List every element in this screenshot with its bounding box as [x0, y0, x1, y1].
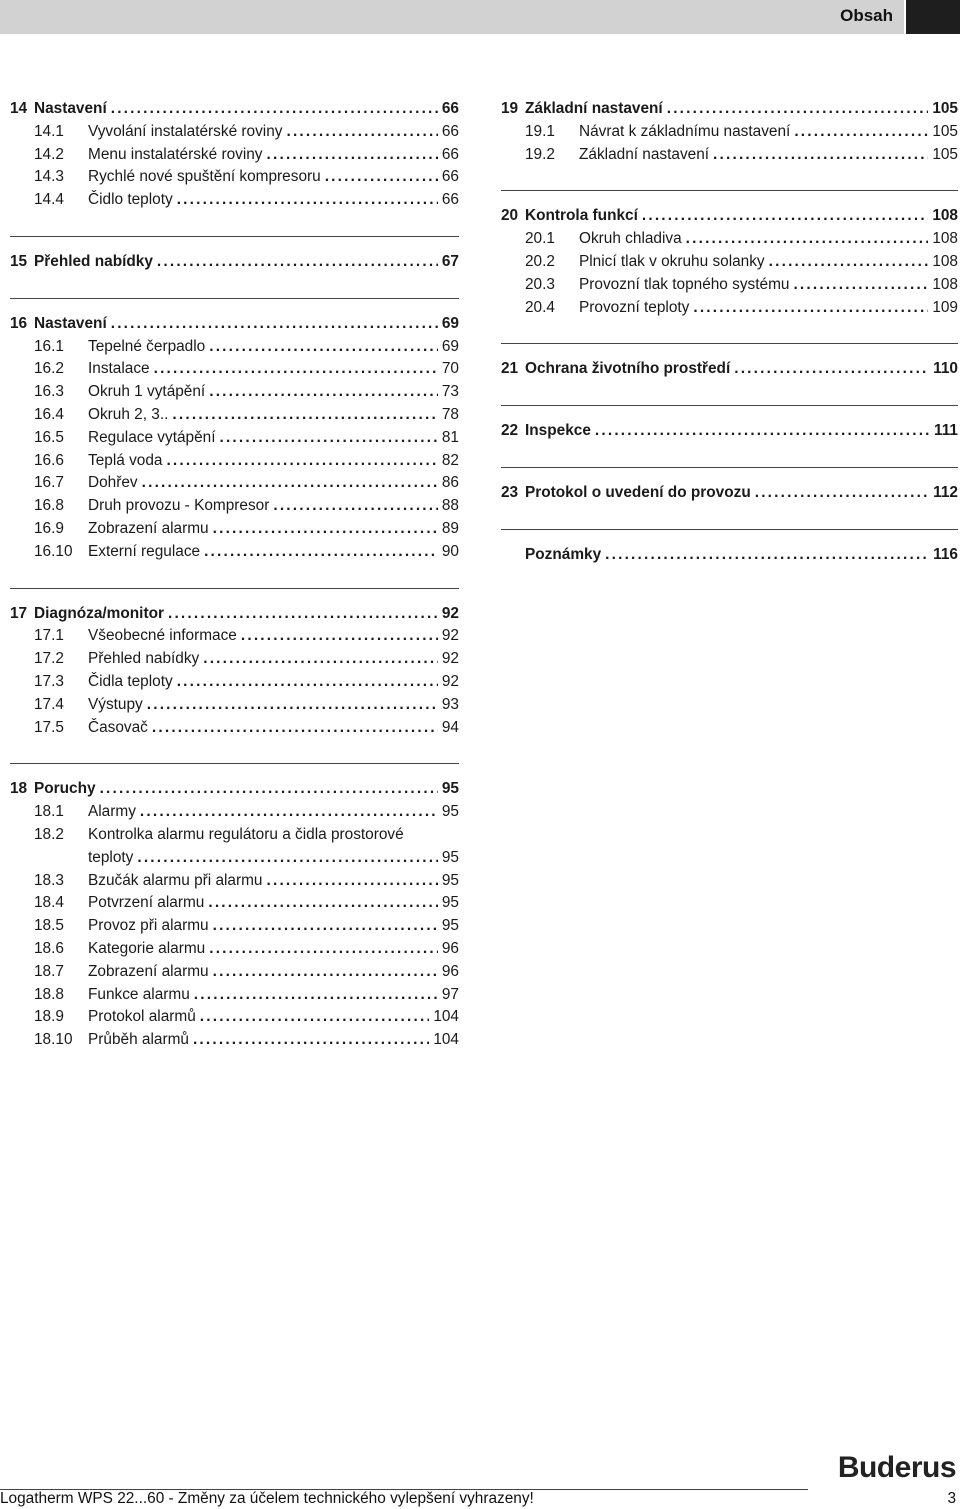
toc-number: 14.4: [34, 191, 64, 209]
page-number: 3: [947, 1490, 956, 1507]
toc-title: Návrat k základnímu nastavení: [579, 122, 791, 140]
toc-subsection-row[interactable]: [501, 251, 958, 274]
toc-chapter-row[interactable]: [501, 358, 958, 381]
toc-page-number: 97: [441, 985, 459, 1003]
toc-subsection-row[interactable]: [10, 961, 459, 984]
toc-subsection-row-cont[interactable]: [10, 847, 459, 870]
toc-leader-dots: [734, 358, 929, 381]
toc-title: Poruchy: [34, 780, 96, 798]
footer-text: Logatherm WPS 22...60 - Změny za účelem technického vylepšení vyhrazeny!: [0, 1490, 534, 1507]
toc-number: 16.9: [34, 519, 64, 537]
toc-title: Provozní teploty: [579, 298, 690, 316]
toc-leader-dots: [111, 98, 438, 121]
toc-leader-dots: [208, 892, 438, 915]
toc-title: Okruh 1 vytápění: [88, 383, 206, 401]
toc-page-number: 108: [932, 252, 958, 270]
toc-subsection-row[interactable]: [10, 824, 459, 847]
toc-title: Okruh chladiva: [579, 230, 682, 248]
toc-title: Regulace vytápění: [88, 428, 216, 446]
toc-number: 16.3: [34, 383, 64, 401]
toc-subsection-row[interactable]: [501, 121, 958, 144]
toc-number: 20.1: [525, 230, 555, 248]
toc-title: Plnicí tlak v okruhu solanky: [579, 252, 765, 270]
toc-leader-dots: [142, 472, 438, 495]
toc-title: Externí regulace: [88, 542, 201, 560]
toc-section: [10, 298, 459, 564]
toc-title: Základní nastavení: [579, 145, 710, 163]
toc-page-number: 95: [441, 780, 459, 798]
toc-number: 15: [10, 252, 28, 270]
toc-subsection-row[interactable]: [10, 189, 459, 212]
toc-leader-dots: [111, 313, 438, 336]
toc-title: Výstupy: [88, 695, 143, 713]
toc-number: 17.5: [34, 718, 64, 736]
toc-leader-dots: [595, 420, 930, 443]
toc-subsection-row[interactable]: [10, 1006, 459, 1029]
toc-leader-dots: [140, 801, 438, 824]
toc-page-number: 66: [441, 122, 459, 140]
toc-number: 17.3: [34, 672, 64, 690]
toc-page-number: 92: [441, 627, 459, 645]
toc-number: 16.10: [34, 542, 73, 560]
toc-chapter-row[interactable]: [501, 98, 958, 121]
toc-page-number: 105: [932, 100, 958, 117]
toc-page-number: 70: [441, 360, 459, 378]
toc-title: Časovač: [88, 718, 148, 736]
toc-title: Teplá voda: [88, 451, 163, 469]
toc-section: [501, 529, 958, 567]
toc-title: Čidlo teploty: [88, 191, 173, 209]
toc-column-right: [501, 98, 958, 567]
toc-leader-dots: [157, 251, 438, 274]
toc-page-number: 104: [433, 1031, 459, 1049]
toc-title: Alarmy: [88, 803, 136, 821]
toc-title: Vyvolání instalatérské roviny: [88, 122, 283, 140]
toc-number: 16.7: [34, 474, 64, 492]
toc-page-number: 69: [441, 314, 459, 332]
toc-number: 18.5: [34, 917, 64, 935]
toc-leader-dots: [213, 961, 438, 984]
toc-leader-dots: [693, 297, 928, 320]
toc-page-number: 95: [441, 803, 459, 821]
toc-leader-dots: [172, 404, 437, 427]
toc-title: Inspekce: [525, 422, 591, 440]
toc-subsection-row[interactable]: [10, 541, 459, 564]
toc-subsection-row[interactable]: [10, 495, 459, 518]
toc-number: 17: [10, 604, 28, 622]
toc-number: 18.6: [34, 939, 64, 957]
toc-number: 22: [501, 422, 519, 440]
toc-leader-dots: [286, 121, 437, 144]
toc-page-number: 92: [441, 672, 459, 690]
toc-title: Tepelné čerpadlo: [88, 337, 206, 355]
toc-leader-dots: [177, 189, 438, 212]
toc-subsection-row[interactable]: [10, 938, 459, 961]
toc-leader-dots: [755, 482, 929, 505]
toc-title: Provoz při alarmu: [88, 917, 209, 935]
toc-subsection-row[interactable]: [10, 892, 459, 915]
toc-number: 18.3: [34, 871, 64, 889]
header-band: [0, 0, 904, 34]
toc-page-number: 92: [441, 604, 459, 622]
toc-title: Rychlé nové spuštění kompresoru: [88, 168, 321, 186]
toc-leader-dots: [204, 541, 438, 564]
toc-chapter-row[interactable]: [501, 205, 958, 228]
toc-chapter-row[interactable]: [10, 98, 459, 121]
toc-title: Dohřev: [88, 474, 138, 492]
toc-title: Instalace: [88, 360, 150, 378]
toc-title: Průběh alarmů: [88, 1031, 189, 1049]
toc-number: 18.2: [34, 825, 64, 843]
toc-page-number: 95: [441, 848, 459, 866]
toc-page-number: 66: [441, 145, 459, 163]
toc-number: 16.2: [34, 360, 64, 378]
toc-number: 17.4: [34, 695, 64, 713]
toc-chapter-row[interactable]: [10, 778, 459, 801]
toc-page-number: 95: [441, 894, 459, 912]
toc-leader-dots: [794, 121, 928, 144]
toc-section: [501, 343, 958, 381]
toc-page-number: 81: [441, 428, 459, 446]
toc-title: Funkce alarmu: [88, 985, 190, 1003]
toc-leader-dots: [209, 938, 438, 961]
toc-number: 17.2: [34, 650, 64, 668]
toc-number: 16.5: [34, 428, 64, 446]
toc-title: Menu instalatérské roviny: [88, 145, 263, 163]
toc-page-number: 88: [441, 497, 459, 515]
toc-number: 19: [501, 100, 519, 117]
toc-subsection-row[interactable]: [10, 144, 459, 167]
toc-page-number: 66: [441, 100, 459, 117]
toc-page-number: 105: [932, 122, 958, 140]
toc-page-number: 109: [932, 298, 958, 316]
toc-title: Zobrazení alarmu: [88, 519, 209, 537]
toc-title: Druh provozu - Kompresor: [88, 497, 270, 515]
toc-chapter-row[interactable]: [10, 603, 459, 626]
toc-page-number: 66: [441, 168, 459, 186]
toc-number: 23: [501, 483, 519, 501]
toc-page-number: 67: [441, 252, 459, 270]
toc-subsection-row[interactable]: [10, 381, 459, 404]
toc-leader-dots: [325, 166, 438, 189]
toc-leader-dots: [793, 274, 928, 297]
toc-subsection-row[interactable]: [10, 648, 459, 671]
toc-number: 16.6: [34, 451, 64, 469]
toc-number: 16.8: [34, 497, 64, 515]
toc-subsection-row[interactable]: [10, 166, 459, 189]
toc-leader-dots: [200, 1006, 430, 1029]
toc-title: Protokol o uvedení do provozu: [525, 483, 751, 501]
toc-subsection-row[interactable]: [10, 121, 459, 144]
toc-number: 20.3: [525, 275, 555, 293]
toc-number: 18.7: [34, 962, 64, 980]
toc-page-number: 96: [441, 939, 459, 957]
toc-title: Nastavení: [34, 314, 107, 332]
toc-page-number: 93: [441, 695, 459, 713]
buderus-logo: Buderus: [837, 1451, 956, 1484]
page-header: [0, 0, 960, 34]
toc-section: [10, 588, 459, 740]
toc-leader-dots: [154, 358, 438, 381]
toc-title: Čidla teploty: [88, 672, 173, 690]
toc-leader-dots: [168, 603, 438, 626]
toc-subsection-row[interactable]: [501, 297, 958, 320]
toc-title: Diagnóza/monitor: [34, 604, 164, 622]
toc-section: [501, 467, 958, 505]
toc-number: 18.1: [34, 803, 64, 821]
toc-leader-dots: [769, 251, 929, 274]
toc-title: Protokol alarmů: [88, 1008, 196, 1026]
toc-page-number: 105: [932, 145, 958, 163]
toc-subsection-row[interactable]: [10, 717, 459, 740]
toc-page-number: 108: [932, 207, 958, 225]
toc-page-number: 95: [441, 917, 459, 935]
toc-page-number: 110: [933, 360, 958, 378]
toc-page-number: 108: [932, 275, 958, 293]
toc-title: teploty: [88, 848, 134, 866]
toc-page-number: 89: [441, 519, 459, 537]
toc-leader-dots: [219, 427, 437, 450]
toc-chapter-row[interactable]: [501, 482, 958, 505]
toc-chapter-row[interactable]: [501, 544, 958, 567]
toc-subsection-row[interactable]: [10, 870, 459, 893]
toc-number: 21: [501, 360, 519, 378]
toc-page-number: 69: [441, 337, 459, 355]
toc-number: 16.1: [34, 337, 64, 355]
toc-leader-dots: [667, 98, 929, 121]
toc-title: Kategorie alarmu: [88, 939, 206, 957]
toc-page-number: 104: [433, 1008, 459, 1026]
toc-subsection-row[interactable]: [501, 228, 958, 251]
toc-number: 18.9: [34, 1008, 64, 1026]
toc-subsection-row[interactable]: [10, 427, 459, 450]
toc-section: [10, 98, 459, 212]
toc-section: [501, 405, 958, 443]
toc-number: 20: [501, 207, 519, 225]
toc-leader-dots: [213, 915, 438, 938]
toc-subsection-row[interactable]: [10, 518, 459, 541]
toc-subsection-row[interactable]: [501, 144, 958, 167]
toc-number: 18.10: [34, 1031, 73, 1049]
toc-leader-dots: [713, 144, 928, 167]
toc-subsection-row[interactable]: [10, 671, 459, 694]
toc-page-number: 73: [441, 383, 459, 401]
toc-leader-dots: [193, 1029, 429, 1052]
toc-number: 17.1: [34, 627, 64, 645]
toc-page-number: 90: [441, 542, 459, 560]
toc-page-number: 95: [441, 871, 459, 889]
toc-title: Provozní tlak topného systému: [579, 275, 790, 293]
toc-leader-dots: [267, 870, 438, 893]
toc-leader-dots: [273, 495, 438, 518]
toc-number: 18.4: [34, 894, 64, 912]
toc-page-number: 111: [934, 422, 958, 440]
toc-title: Okruh 2, 3..: [88, 405, 169, 423]
toc-number: 16.4: [34, 405, 64, 423]
toc-title: Poznámky: [525, 545, 602, 563]
toc-title: Všeobecné informace: [88, 627, 237, 645]
toc-leader-dots: [137, 847, 438, 870]
toc-subsection-row[interactable]: [10, 336, 459, 359]
toc-title: Přehled nabídky: [34, 252, 153, 270]
toc-number: 19.2: [525, 145, 555, 163]
toc-number: 14.2: [34, 145, 64, 163]
toc-subsection-row[interactable]: [10, 625, 459, 648]
toc-leader-dots: [267, 144, 438, 167]
toc-leader-dots: [209, 336, 438, 359]
toc-chapter-row[interactable]: [501, 420, 958, 443]
toc-column-left: [10, 98, 459, 1052]
toc-leader-dots: [209, 381, 438, 404]
toc-number: 14: [10, 100, 28, 117]
toc-number: 16: [10, 314, 28, 332]
toc-chapter-row[interactable]: [10, 251, 459, 274]
toc-subsection-row[interactable]: [10, 694, 459, 717]
toc-section: [501, 190, 958, 319]
toc-chapter-row[interactable]: [10, 313, 459, 336]
toc-subsection-row[interactable]: [10, 1029, 459, 1052]
toc-leader-dots: [686, 228, 929, 251]
toc-subsection-row[interactable]: [10, 801, 459, 824]
toc-subsection-row[interactable]: [10, 358, 459, 381]
toc-page-number: 86: [441, 474, 459, 492]
toc-title: Nastavení: [34, 100, 107, 117]
toc-subsection-row[interactable]: [10, 472, 459, 495]
toc-title: Zobrazení alarmu: [88, 962, 209, 980]
toc-page-number: 66: [441, 191, 459, 209]
toc-leader-dots: [642, 205, 928, 228]
toc-number: 18.8: [34, 985, 64, 1003]
toc-number: 14.1: [34, 122, 64, 140]
toc-subsection-row[interactable]: [10, 404, 459, 427]
toc-page-number: 82: [441, 451, 459, 469]
toc-page-number: 108: [932, 230, 958, 248]
page-title: Obsah: [840, 6, 893, 25]
toc-title: Potvrzení alarmu: [88, 894, 205, 912]
toc-leader-dots: [241, 625, 438, 648]
toc-title: Kontrolka alarmu regulátoru a čidla prostorové: [88, 825, 404, 843]
toc-number: 19.1: [525, 122, 555, 140]
toc-subsection-row[interactable]: [501, 274, 958, 297]
toc-title: Bzučák alarmu při alarmu: [88, 871, 263, 889]
toc-page-number: 92: [441, 650, 459, 668]
toc-leader-dots: [100, 778, 438, 801]
toc-leader-dots: [194, 984, 438, 1007]
toc-number: 14.3: [34, 168, 64, 186]
toc-number: 18: [10, 780, 28, 798]
toc-leader-dots: [177, 671, 438, 694]
toc-leader-dots: [213, 518, 438, 541]
toc-section: [501, 98, 958, 166]
toc-leader-dots: [203, 648, 438, 671]
toc-subsection-row[interactable]: [10, 915, 459, 938]
toc-leader-dots: [605, 544, 929, 567]
toc-subsection-row[interactable]: [10, 450, 459, 473]
toc-leader-dots: [147, 694, 438, 717]
toc-leader-dots: [152, 717, 438, 740]
toc-page-number: 94: [441, 718, 459, 736]
toc-title: Ochrana životního prostředí: [525, 360, 731, 378]
toc-page-number: 96: [441, 962, 459, 980]
toc-section: [10, 236, 459, 274]
toc-page-number: 78: [441, 405, 459, 423]
toc-section: [10, 763, 459, 1052]
toc-number: 20.4: [525, 298, 555, 316]
toc-page-number: 112: [933, 483, 958, 501]
toc-page-number: 116: [933, 545, 958, 563]
toc-number: 20.2: [525, 252, 555, 270]
toc-title: Přehled nabídky: [88, 650, 200, 668]
toc-subsection-row[interactable]: [10, 984, 459, 1007]
toc-leader-dots: [166, 450, 437, 473]
header-black-tab: [906, 0, 960, 34]
toc-title: Kontrola funkcí: [525, 207, 638, 225]
toc-title: Základní nastavení: [525, 100, 663, 117]
